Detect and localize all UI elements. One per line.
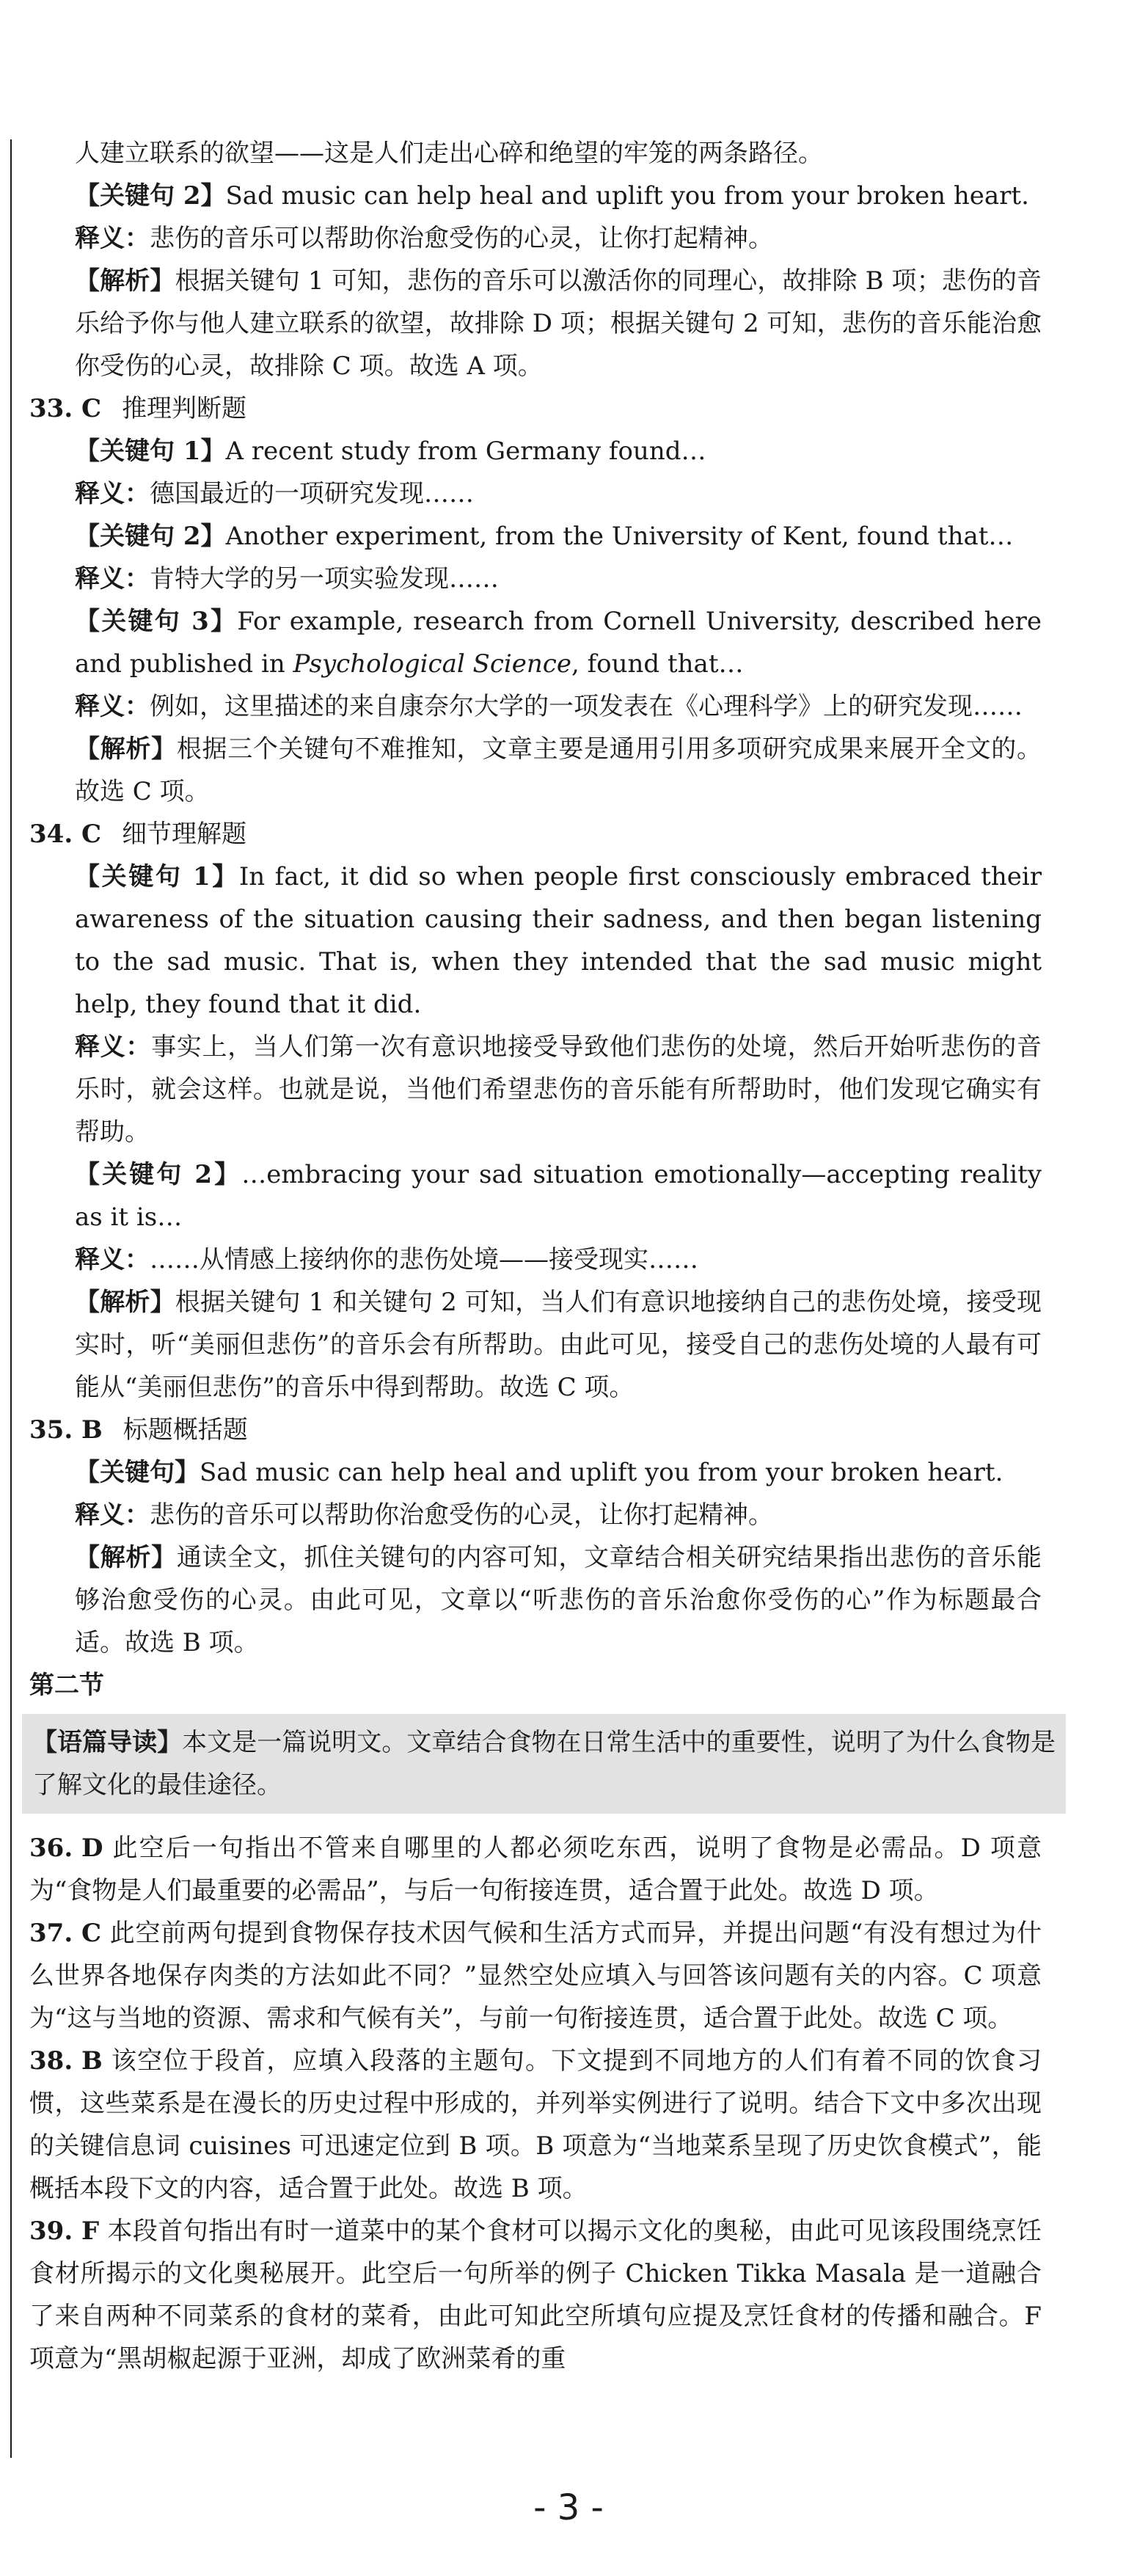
q33-key-1: 【关键句 1】A recent study from Germany found…	[75, 437, 706, 466]
q33-analysis: 【解析】根据三个关键句不难推知，文章主要是通用引用多项研究成果来展开全文的。故选 C 项。	[75, 734, 1042, 806]
analysis: 【解析】根据关键句 1 可知，悲伤的音乐可以激活你的同理心，故排除 B 项；悲伤的音乐给予你与他人建立联系的欲望，故排除 D 项；根据关键句 2 可知，悲伤的音乐能治愈你受伤的心灵，故排除 C 项。故选 A 项。	[75, 266, 1042, 381]
question-39: 39. F 本段首句指出有时一道菜中的某个食材可以揭示文化的奥秘，由此可见该段围绕烹饪食材所揭示的文化奥秘展开。此空后一句所举的例子 Chicken Tikka Masala 是一道融合了来自两种不同菜系的食材的菜肴，由此可知此空所填句应提及烹饪食材的传播和融合。F 项意为“黑胡椒起源于亚洲，却成了欧洲菜肴的重	[29, 2216, 1042, 2374]
page-number: - 3 -	[533, 2487, 604, 2528]
reading-guide-box: 【语篇导读】本文是一篇说明文。文章结合食物在日常生活中的重要性，说明了为什么食物是了解文化的最佳途径。	[22, 1714, 1066, 1814]
question-35-header: 35. B 标题概括题	[29, 1415, 248, 1445]
question-36: 36. D 此空后一句指出不管来自哪里的人都必须吃东西，说明了食物是必需品。D 项意为“食物是人们最重要的必需品”，与后一句衔接连贯，适合置于此处。故选 D 项。	[29, 1834, 1042, 1905]
continuation-text: 人建立联系的欲望——这是人们走出心碎和绝望的牢笼的两条路径。	[75, 139, 823, 168]
question-38: 38. B 该空位于段首，应填入段落的主题句。下文提到不同地方的人们有着不同的饮食习惯，这些菜系是在漫长的历史过程中形成的，并列举实例进行了说明。结合下文中多次出现的关键信息词 cuisines 可迅速定位到 B 项。B 项意为“当地菜系呈现了历史饮食模式”，能概括本段下文的内容，适合置于此处。故选 B 项。	[29, 2046, 1042, 2203]
question-33-header: 33. C 推理判断题	[29, 394, 247, 423]
question-37: 37. C 此空前两句提到食物保存技术因气候和生活方式而异，并提出问题“有没有想过为什么世界各地保存肉类的方法如此不同？”显然空处应填入与回答该问题有关的内容。C 项意为“这与当地的资源、需求和气候有关”，与前一句衔接连贯，适合置于此处。故选 C 项。	[29, 1919, 1042, 2033]
q34-gloss-1: 释义：事实上，当人们第一次有意识地接受导致他们悲伤的处境，然后开始听悲伤的音乐时，就会这样。也就是说，当他们希望悲伤的音乐能有所帮助时，他们发现它确实有帮助。	[75, 1032, 1042, 1147]
margin-rule	[10, 139, 12, 2458]
q33-gloss-3: 释义：例如，这里描述的来自康奈尔大学的一项发表在《心理科学》上的研究发现……	[75, 692, 1023, 721]
q33-gloss-2: 释义：肯特大学的另一项实验发现……	[75, 564, 499, 594]
q34-gloss-2: 释义：……从情感上接纳你的悲伤处境——接受现实……	[75, 1245, 698, 1274]
gloss: 释义：悲伤的音乐可以帮助你治愈受伤的心灵，让你打起精神。	[75, 224, 773, 253]
question-34-header: 34. C 细节理解题	[29, 820, 247, 849]
q33-key-2: 【关键句 2】Another experiment, from the University of Kent, found that…	[75, 522, 1014, 551]
q34-key-2: 【关键句 2】…embracing your sad situation emotionally—accepting reality as it is…	[75, 1160, 1042, 1232]
q34-key-1: 【关键句 1】In fact, it did so when people first consciously embraced their awareness of the situation causing their sadness, and then began listening to the sad music. That is, when they intended that the sad music might help, they found that it did.	[75, 862, 1042, 1019]
q34-analysis: 【解析】根据关键句 1 和关键句 2 可知，当人们有意识地接纳自己的悲伤处境，接受现实时，听“美丽但悲伤”的音乐会有所帮助。由此可见，接受自己的悲伤处境的人最有可能从“美丽但悲伤”的音乐中得到帮助。故选 C 项。	[75, 1288, 1042, 1402]
q35-analysis: 【解析】通读全文，抓住关键句的内容可知，文章结合相关研究结果指出悲伤的音乐能够治愈受伤的心灵。由此可见，文章以“听悲伤的音乐治愈你受伤的心”作为标题最合适。故选 B 项。	[75, 1543, 1042, 1657]
key-sentence-2: 【关键句 2】Sad music can help heal and uplift you from your broken heart.	[75, 181, 1029, 211]
section-title: 第二节	[29, 1671, 104, 1700]
q33-gloss-1: 释义：德国最近的一项研究发现……	[75, 479, 474, 508]
q35-gloss: 释义：悲伤的音乐可以帮助你治愈受伤的心灵，让你打起精神。	[75, 1500, 773, 1530]
q35-key: 【关键句】Sad music can help heal and uplift you from your broken heart.	[75, 1458, 1003, 1487]
answer-content	[29, 132, 1056, 2380]
q33-key-3: 【关键句 3】For example, research from Cornell University, described here and published in Psychological Science, found that…	[75, 607, 1042, 679]
